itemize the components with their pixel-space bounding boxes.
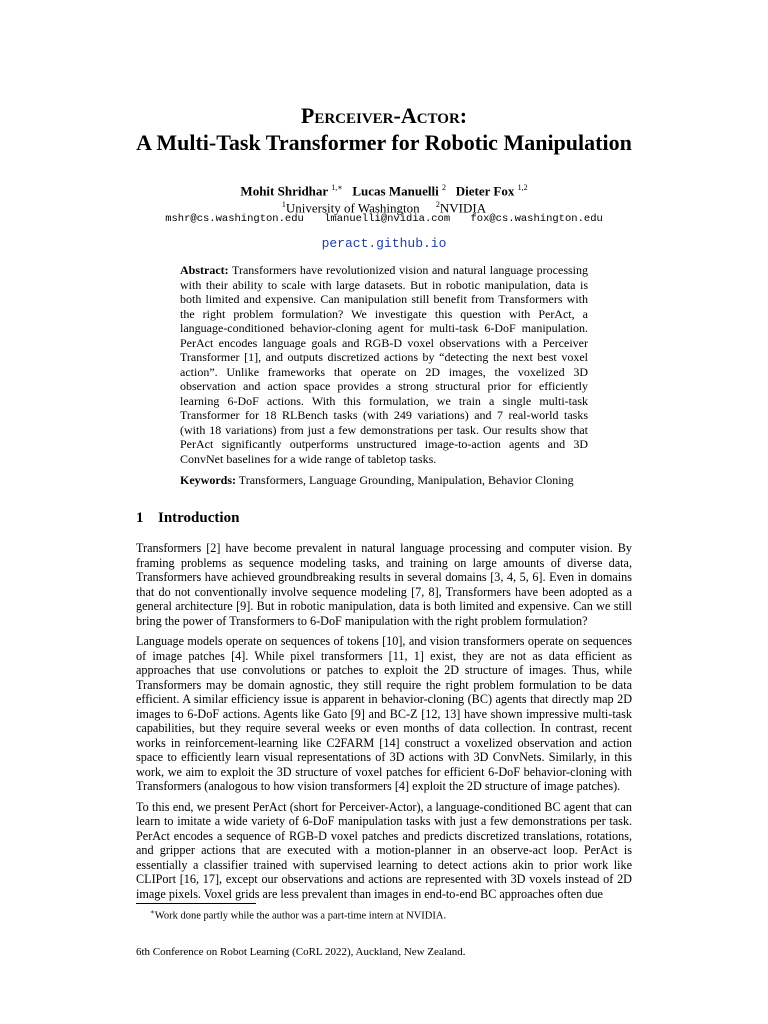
author-name: Dieter Fox <box>455 183 515 199</box>
affiliation-mark: 2 <box>435 200 440 209</box>
section-number: 1 <box>136 510 144 526</box>
affiliation-name: University of Washington <box>285 200 420 216</box>
affiliation-name: NVIDIA <box>439 200 487 216</box>
project-website-link[interactable]: peract.github.io <box>321 236 447 251</box>
keywords-text: Transformers, Language Grounding, Manipulation, Behavior Cloning <box>238 473 574 487</box>
author-name: Lucas Manuelli <box>352 183 439 199</box>
author-name: Mohit Shridhar <box>240 183 328 199</box>
abstract <box>180 263 588 466</box>
affiliation-mark: 1 <box>281 200 286 209</box>
venue-note: 6th Conference on Robot Learning (CoRL 2022), Auckland, New Zealand. <box>136 946 466 958</box>
author-marks: 1,∗ <box>331 183 343 192</box>
footnote <box>150 906 446 923</box>
keywords-label: Keywords: <box>180 473 236 487</box>
author-marks: 2 <box>441 183 446 192</box>
section-body <box>136 541 632 907</box>
footnote-text: Work done partly while the author was a part-time intern at NVIDIA. <box>154 910 447 922</box>
email-link[interactable]: mshr@cs.washington.edu <box>165 213 304 225</box>
keywords <box>180 473 588 488</box>
footnote-rule <box>136 903 256 904</box>
paper-title-line1: Perceiver-Actor: <box>300 103 468 128</box>
email-link[interactable]: fox@cs.washington.edu <box>470 213 603 225</box>
body-paragraph: To this end, we present PerAct (short for Perceiver-Actor), a language-conditioned BC agent that can learn to imitate a wide variety of 6-DoF manipulation tasks with just a few demonstrations per task. PerAct encodes a sequence of RGB-D voxel patches and predicts discretized translations, rotations, and gripper actions that are executed with a motion-planner in an observe-act loop. PerAct is essentially a classifier trained with supervised learning to detect actions akin to prior work like CLIPort [16, 17], except our observations and actions are represented with 3D voxels instead of 2D image pixels. Voxel grids are less prevalent than images in end-to-end BC approaches often due <box>136 799 632 901</box>
abstract-label: Abstract: <box>180 263 229 277</box>
author-emails <box>0 212 768 226</box>
author-marks: 1,2 <box>517 183 528 192</box>
paper-title-line2: A Multi-Task Transformer for Robotic Manipulation <box>136 130 632 155</box>
section-heading <box>136 509 239 527</box>
body-paragraph: Language models operate on sequences of tokens [10], and vision transformers operate on sequences of image patches [4]. While pixel transformers [11, 1] exist, they are not as data efficient as approaches that use convolutions or patches to exploit the 2D structure of images. Thus, while Transformers may be domain agnostic, they still require the right problem formulation to be data efficient. A similar efficiency issue is apparent in behavior-cloning (BC) agents that directly map 2D images to 6-DoF actions. Agents like Gato [9] and BC-Z [12, 13] have shown impressive multi-task capabilities, but they require several weeks or even months of data collection. In contrast, recent works in reinforcement-learning like C2FARM [14] construct a voxelized observation and action space to efficiently learn visual representations of 3D actions with 3D ConvNets. Similarly, in this work, we aim to exploit the 3D structure of voxel patches for efficient 6-DoF behavior-cloning with Transformers (analogous to how vision transformers [4] exploit the 2D structure of image patches). <box>136 634 632 793</box>
body-paragraph: Transformers [2] have become prevalent in natural language processing and computer vision. By framing problems as sequence modeling tasks, and training on large amounts of diverse data, Transformers have achieved groundbreaking results in several domains [3, 4, 5, 6]. Even in domains that do not conventionally involve sequence modeling [7, 8], Transformers have been adopted as a general architecture [9]. But in robotic manipulation, data is both limited and expensive. Can we still bring the power of Transformers to 6-DoF manipulation with the right problem formulation? <box>136 541 632 628</box>
footnote-mark: ∗ <box>150 908 155 916</box>
section-title: Introduction <box>158 510 240 526</box>
email-link[interactable]: lmanuelli@nvidia.com <box>324 213 451 225</box>
abstract-text: Transformers have revolutionized vision and natural language processing with their ability to scale with large datasets. But in robotic manipulation, data is both limited and expensive. Can manipulation still benefit from Transformers with the right problem formulation? We investigate this question with PerAct, a language-conditioned behavior-cloning agent for multi-task 6-DoF manipulation. PerAct encodes language goals and RGB-D voxel observations with a Perceiver Transformer [1], and outputs discretized actions by “detecting the next best voxel action”. Unlike frameworks that operate on 2D images, the voxelized 3D observation and action space provides a strong structural prior for efficiently learning 6-DoF actions. With this formulation, we train a single multi-task Transformer for 18 RLBench tasks (with 249 variations) and 7 real-world tasks (with 18 variations) from just a few demonstrations per task. Our results show that PerAct significantly outperforms unstructured image-to-action agents and 3D ConvNet baselines for a wide range of tabletop tasks. <box>180 263 588 466</box>
